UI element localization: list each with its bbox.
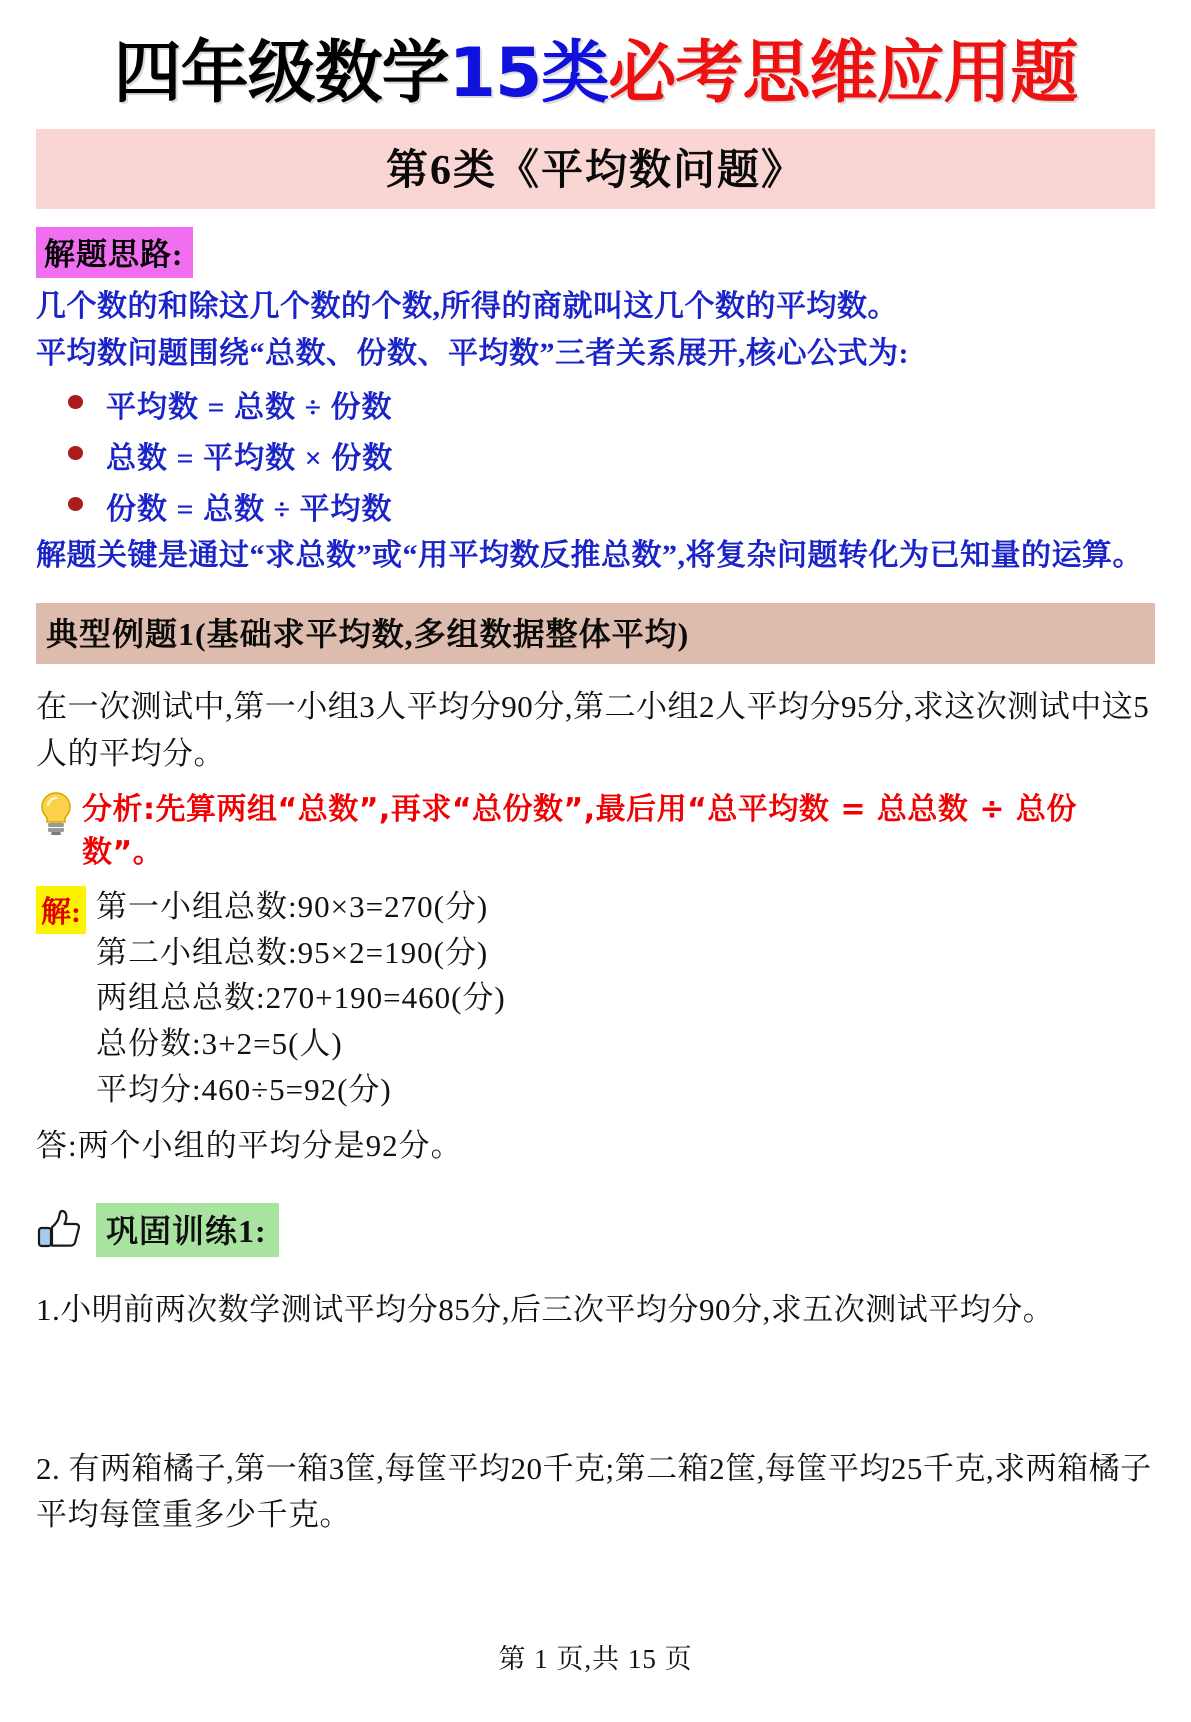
formula-text: 总数 = 平均数 × 份数 xyxy=(106,441,394,475)
approach-line-1: 几个数的和除这几个数的个数,所得的商就叫这几个数的平均数。 xyxy=(36,290,898,324)
practice-section xyxy=(36,1203,1155,1539)
approach-line-2: 平均数问题围绕“总数、份数、平均数”三者关系展开,核心公式为: xyxy=(36,336,909,370)
bullet-dot-icon xyxy=(68,446,83,460)
example-question: 在一次测试中,第一小组3人平均分90分,第二小组2人平均分95分,求这次测试中这5人的平均分。 xyxy=(36,689,1150,771)
approach-label: 解题思路: xyxy=(36,227,193,278)
approach-section xyxy=(36,227,1155,577)
worksheet-page xyxy=(0,34,1191,1722)
solve-label: 解: xyxy=(36,886,86,934)
bullet-dot-icon xyxy=(68,395,83,409)
title-part-topic: 必考思维应用题 xyxy=(608,34,1078,113)
solution-step: 第一小组总数:90×3=270(分) xyxy=(96,889,489,925)
example-analysis-row xyxy=(36,789,1155,874)
solution-step: 两组总总数:270+190=460(分) xyxy=(96,980,506,1016)
example-section xyxy=(36,603,1155,1165)
approach-label-row xyxy=(36,227,1155,278)
page-title xyxy=(36,34,1155,113)
example-solution xyxy=(36,884,1155,1112)
solve-label-wrap xyxy=(36,886,86,934)
thumbs-up-icon xyxy=(36,1207,88,1253)
example-analysis-text: 分析:先算两组“总数”,再求“总份数”,最后用“总平均数 = 总总数 ÷ 总份数”。 xyxy=(82,792,1077,870)
solution-steps xyxy=(96,884,1155,1112)
subtitle-band: 第6类《平均数问题》 xyxy=(36,129,1155,209)
lightbulb-icon xyxy=(36,791,76,840)
formula-item xyxy=(62,382,1155,426)
formula-item xyxy=(62,484,1155,528)
example-header: 典型例题1(基础求平均数,多组数据整体平均) xyxy=(36,603,1155,664)
practice-question: 2. 有两箱橘子,第一箱3筐,每筐平均20千克;第二箱2筐,每筐平均25千克,求两箱橘子平均每筐重多少千克。 xyxy=(36,1450,1152,1533)
page-footer: 第 1 页,共 15 页 xyxy=(498,1644,693,1674)
title-part-grade: 四年级数学 xyxy=(113,34,449,113)
practice-header-label: 巩固训练1: xyxy=(96,1203,279,1257)
practice-question: 1.小明前两次数学测试平均分85分,后三次平均分90分,求五次测试平均分。 xyxy=(36,1292,1055,1328)
solution-step: 总份数:3+2=5(人) xyxy=(96,1026,343,1062)
example-answer: 答:两个小组的平均分是92分。 xyxy=(36,1128,463,1164)
formula-list xyxy=(36,382,1155,528)
bullet-dot-icon xyxy=(68,497,83,511)
title-part-count: 15类 xyxy=(448,34,609,113)
formula-text: 份数 = 总数 ÷ 平均数 xyxy=(106,492,393,526)
formula-item xyxy=(62,433,1155,477)
solution-step: 第二小组总数:95×2=190(分) xyxy=(96,934,489,970)
approach-line-3: 解题关键是通过“求总数”或“用平均数反推总数”,将复杂问题转化为已知量的运算。 xyxy=(36,538,1143,572)
solution-step: 平均分:460÷5=92(分) xyxy=(96,1071,392,1107)
formula-text: 平均数 = 总数 ÷ 份数 xyxy=(106,390,393,424)
practice-header-row xyxy=(36,1203,1155,1257)
